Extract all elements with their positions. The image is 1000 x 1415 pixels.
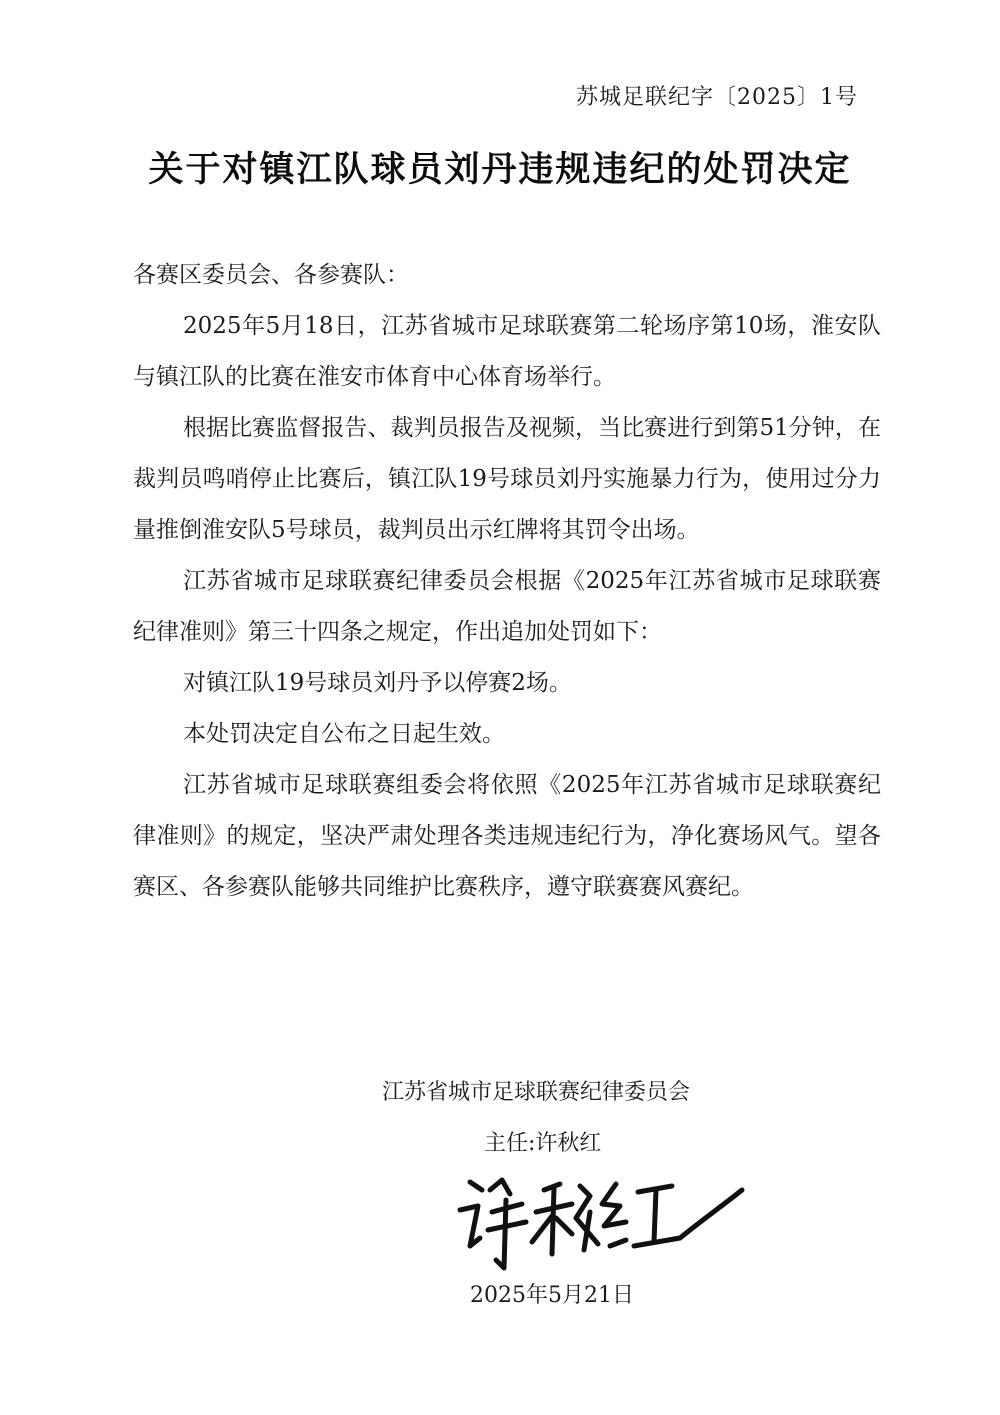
paragraph-match-info: 2025年5月18日，江苏省城市足球联赛第二轮场序第10场，淮安队与镇江队的比赛在淮安市体育中心体育场举行。 — [133, 313, 881, 390]
document-body — [133, 250, 881, 913]
document-number: 苏城足联纪字〔2025〕1号 — [576, 85, 858, 110]
salutation: 各赛区委员会、各参赛队： — [133, 262, 409, 288]
paragraph-incident: 根据比赛监督报告、裁判员报告及视频，当比赛进行到第51分钟，在裁判员鸣哨停止比赛后，镇江队19号球员刘丹实施暴力行为，使用过分力量推倒淮安队5号球员，裁判员出示红牌将其罚令出场。 — [133, 415, 881, 543]
signing-organization: 江苏省城市足球联赛纪律委员会 — [382, 1080, 691, 1105]
paragraph-rule-basis: 江苏省城市足球联赛纪律委员会根据《2025年江苏省城市足球联赛纪律准则》第三十四条之规定，作出追加处罚如下： — [133, 568, 881, 645]
paragraph-penalty: 对镇江队19号球员刘丹予以停赛2场。 — [183, 670, 572, 696]
paragraph-effective: 本处罚决定自公布之日起生效。 — [183, 721, 505, 747]
document-title: 关于对镇江队球员刘丹违规违纪的处罚决定 — [148, 149, 852, 190]
signing-date: 2025年5月21日 — [470, 1283, 634, 1308]
director-line: 主任:许秋红 — [484, 1131, 602, 1156]
handwritten-signature — [440, 1160, 750, 1280]
paragraph-closing: 江苏省城市足球联赛组委会将依照《2025年江苏省城市足球联赛纪律准则》的规定，坚决严肃处理各类违规违纪行为，净化赛场风气。望各赛区、各参赛队能够共同维护比赛秩序，遵守联赛赛风赛纪。 — [133, 772, 881, 900]
